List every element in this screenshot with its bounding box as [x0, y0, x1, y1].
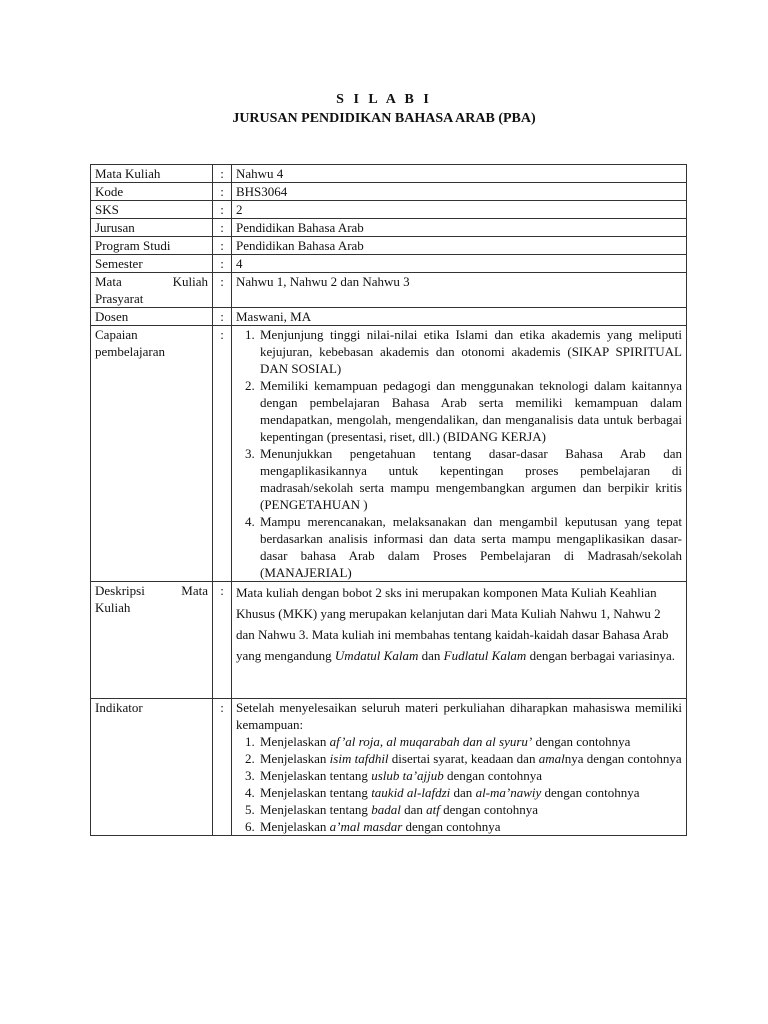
text-run: nya dengan contohnya	[564, 751, 682, 766]
text-run: dengan berbagai variasinya.	[526, 648, 676, 663]
list-item: 1. Menjunjung tinggi nilai-nilai etika Islami dan etika akademis yang meliputi kejujuran, kebebasan akademis dan otonomi akademis (SIKAP SPIRITUAL DAN SOSIAL)	[258, 326, 682, 377]
text-run: dengan contohnya	[439, 802, 539, 817]
colon: :	[213, 183, 232, 201]
italic-term: uslub ta’ajjub	[371, 768, 444, 783]
label-word: Mata	[95, 274, 122, 289]
text-run: dengan contohnya	[541, 785, 640, 800]
indikator-intro: Setelah menyelesaikan seluruh materi perkuliahan diharapkan mahasiswa memiliki kemampuan:	[236, 700, 682, 732]
colon: :	[213, 201, 232, 219]
list-item	[258, 733, 682, 750]
italic-term: badal	[371, 802, 401, 817]
table-row	[91, 273, 687, 308]
text-run: Mata kuliah dengan bobot 2 sks ini merupakan komponen Mata Kuliah Keahlian Khusus (MKK) yang merupakan kelanjutan dari Mata Kuliah Nahwu 1, Nahwu 2 dan Nahwu 3. Mata kuliah ini membahas tentang kaidah-kaidah dasar Bahasa Arab yang mengandung	[236, 585, 669, 663]
document-subtitle: JURUSAN PENDIDIKAN BAHASA ARAB (PBA)	[232, 111, 536, 126]
colon: :	[213, 326, 232, 582]
text-run: Menjelaskan tentang	[260, 768, 372, 783]
table-row	[91, 219, 687, 237]
deskripsi-text	[236, 582, 682, 672]
row-value: Maswani, MA	[232, 308, 687, 326]
document-title: S I L A B I	[336, 92, 432, 107]
row-label: Program Studi	[91, 237, 213, 255]
text-run: dengan contohnya	[443, 768, 542, 783]
text-run: dan	[450, 785, 476, 800]
text-run: dengan contohnya	[532, 734, 631, 749]
row-value: Nahwu 4	[232, 165, 687, 183]
text-run: Menjelaskan	[260, 819, 330, 834]
label-word: Mata	[181, 583, 208, 598]
row-label: Indikator	[91, 699, 213, 836]
label-word: Kuliah	[172, 274, 208, 289]
text-run: dan	[400, 802, 427, 817]
italic-term: a’mal masdar	[329, 819, 403, 834]
italic-term: amal	[538, 751, 565, 766]
row-label: Dosen	[91, 308, 213, 326]
text-run: disertai syarat, keadaan dan	[388, 751, 539, 766]
row-label-capaian	[91, 326, 213, 582]
list-item	[258, 750, 682, 767]
table-row	[91, 183, 687, 201]
list-item	[258, 818, 682, 835]
label-word: Kuliah	[95, 600, 131, 615]
table-row	[91, 699, 687, 836]
text-run: dan	[418, 648, 444, 663]
text-run: Menjelaskan tentang	[260, 802, 372, 817]
row-label: Kode	[91, 183, 213, 201]
table-row	[91, 237, 687, 255]
table-row	[91, 165, 687, 183]
colon: :	[213, 273, 232, 308]
indikator-list	[236, 733, 682, 835]
row-label-prasyarat	[91, 273, 213, 308]
list-item: 3. Menunjukkan pengetahuan tentang dasar-dasar Bahasa Arab dan mengaplikasikannya untuk kepentingan proses pembelajaran di madrasah/sekolah serta mampu mengembangkan argumen dan berpikir kritis (PENGETAHUAN )	[258, 445, 682, 513]
list-item: 4. Mampu merencanakan, melaksanakan dan mengambil keputusan yang tepat berdasarkan analisis informasi dan data serta mampu mengaplikasikan dasar-dasar bahasa Arab dalam Proses Pembelajaran di Madrasah/sekolah (MANAJERIAL)	[258, 513, 682, 581]
colon: :	[213, 165, 232, 183]
row-value: 2	[232, 201, 687, 219]
row-value: Nahwu 1, Nahwu 2 dan Nahwu 3	[232, 273, 687, 308]
italic-term: Fudlatul Kalam	[443, 648, 527, 663]
text-run: Menjelaskan	[260, 734, 330, 749]
colon: :	[213, 699, 232, 836]
capaian-list	[236, 326, 682, 581]
colon: :	[213, 237, 232, 255]
indikator-cell	[232, 699, 687, 836]
label-word: Prasyarat	[95, 291, 144, 306]
label-word: pembelajaran	[95, 344, 166, 359]
syllabus-table	[90, 164, 687, 836]
list-item: 2. Memiliki kemampuan pedagogi dan menggunakan teknologi dalam kaitannya dengan pembelajaran Bahasa Arab serta memiliki kemampuan dalam mendapatkan, mengolah, mengendalikan, dan menganalisis data untuk berbagai kepentingan (presentasi, riset, dll.) (BIDANG KERJA)	[258, 377, 682, 445]
italic-term: atf	[426, 802, 440, 817]
row-label: Semester	[91, 255, 213, 273]
label-word: Deskripsi	[95, 583, 145, 598]
label-word: Capaian	[95, 327, 138, 342]
text-run: dengan contohnya	[402, 819, 501, 834]
colon: :	[213, 219, 232, 237]
colon: :	[213, 308, 232, 326]
row-label: SKS	[91, 201, 213, 219]
italic-term: taukid al-lafdzi	[371, 785, 451, 800]
row-value: BHS3064	[232, 183, 687, 201]
table-row	[91, 201, 687, 219]
list-item	[258, 801, 682, 818]
italic-term: al-ma’nawiy	[475, 785, 542, 800]
row-value: 4	[232, 255, 687, 273]
colon: :	[213, 255, 232, 273]
text-run: Menjelaskan tentang	[260, 785, 372, 800]
capaian-list-cell	[232, 326, 687, 582]
row-value: Pendidikan Bahasa Arab	[232, 219, 687, 237]
list-item	[258, 784, 682, 801]
row-label-deskripsi	[91, 582, 213, 699]
table-row	[91, 255, 687, 273]
row-label: Mata Kuliah	[91, 165, 213, 183]
table-row	[91, 326, 687, 582]
table-row	[91, 308, 687, 326]
italic-term: Umdatul Kalam	[334, 648, 419, 663]
deskripsi-cell	[232, 582, 687, 699]
row-label: Jurusan	[91, 219, 213, 237]
italic-term: isim tafdhil	[329, 751, 389, 766]
list-item	[258, 767, 682, 784]
colon: :	[213, 582, 232, 699]
table-row	[91, 582, 687, 699]
italic-term: af’al roja, al muqarabah dan al syuru’	[329, 734, 533, 749]
text-run: Menjelaskan	[260, 751, 330, 766]
row-value: Pendidikan Bahasa Arab	[232, 237, 687, 255]
